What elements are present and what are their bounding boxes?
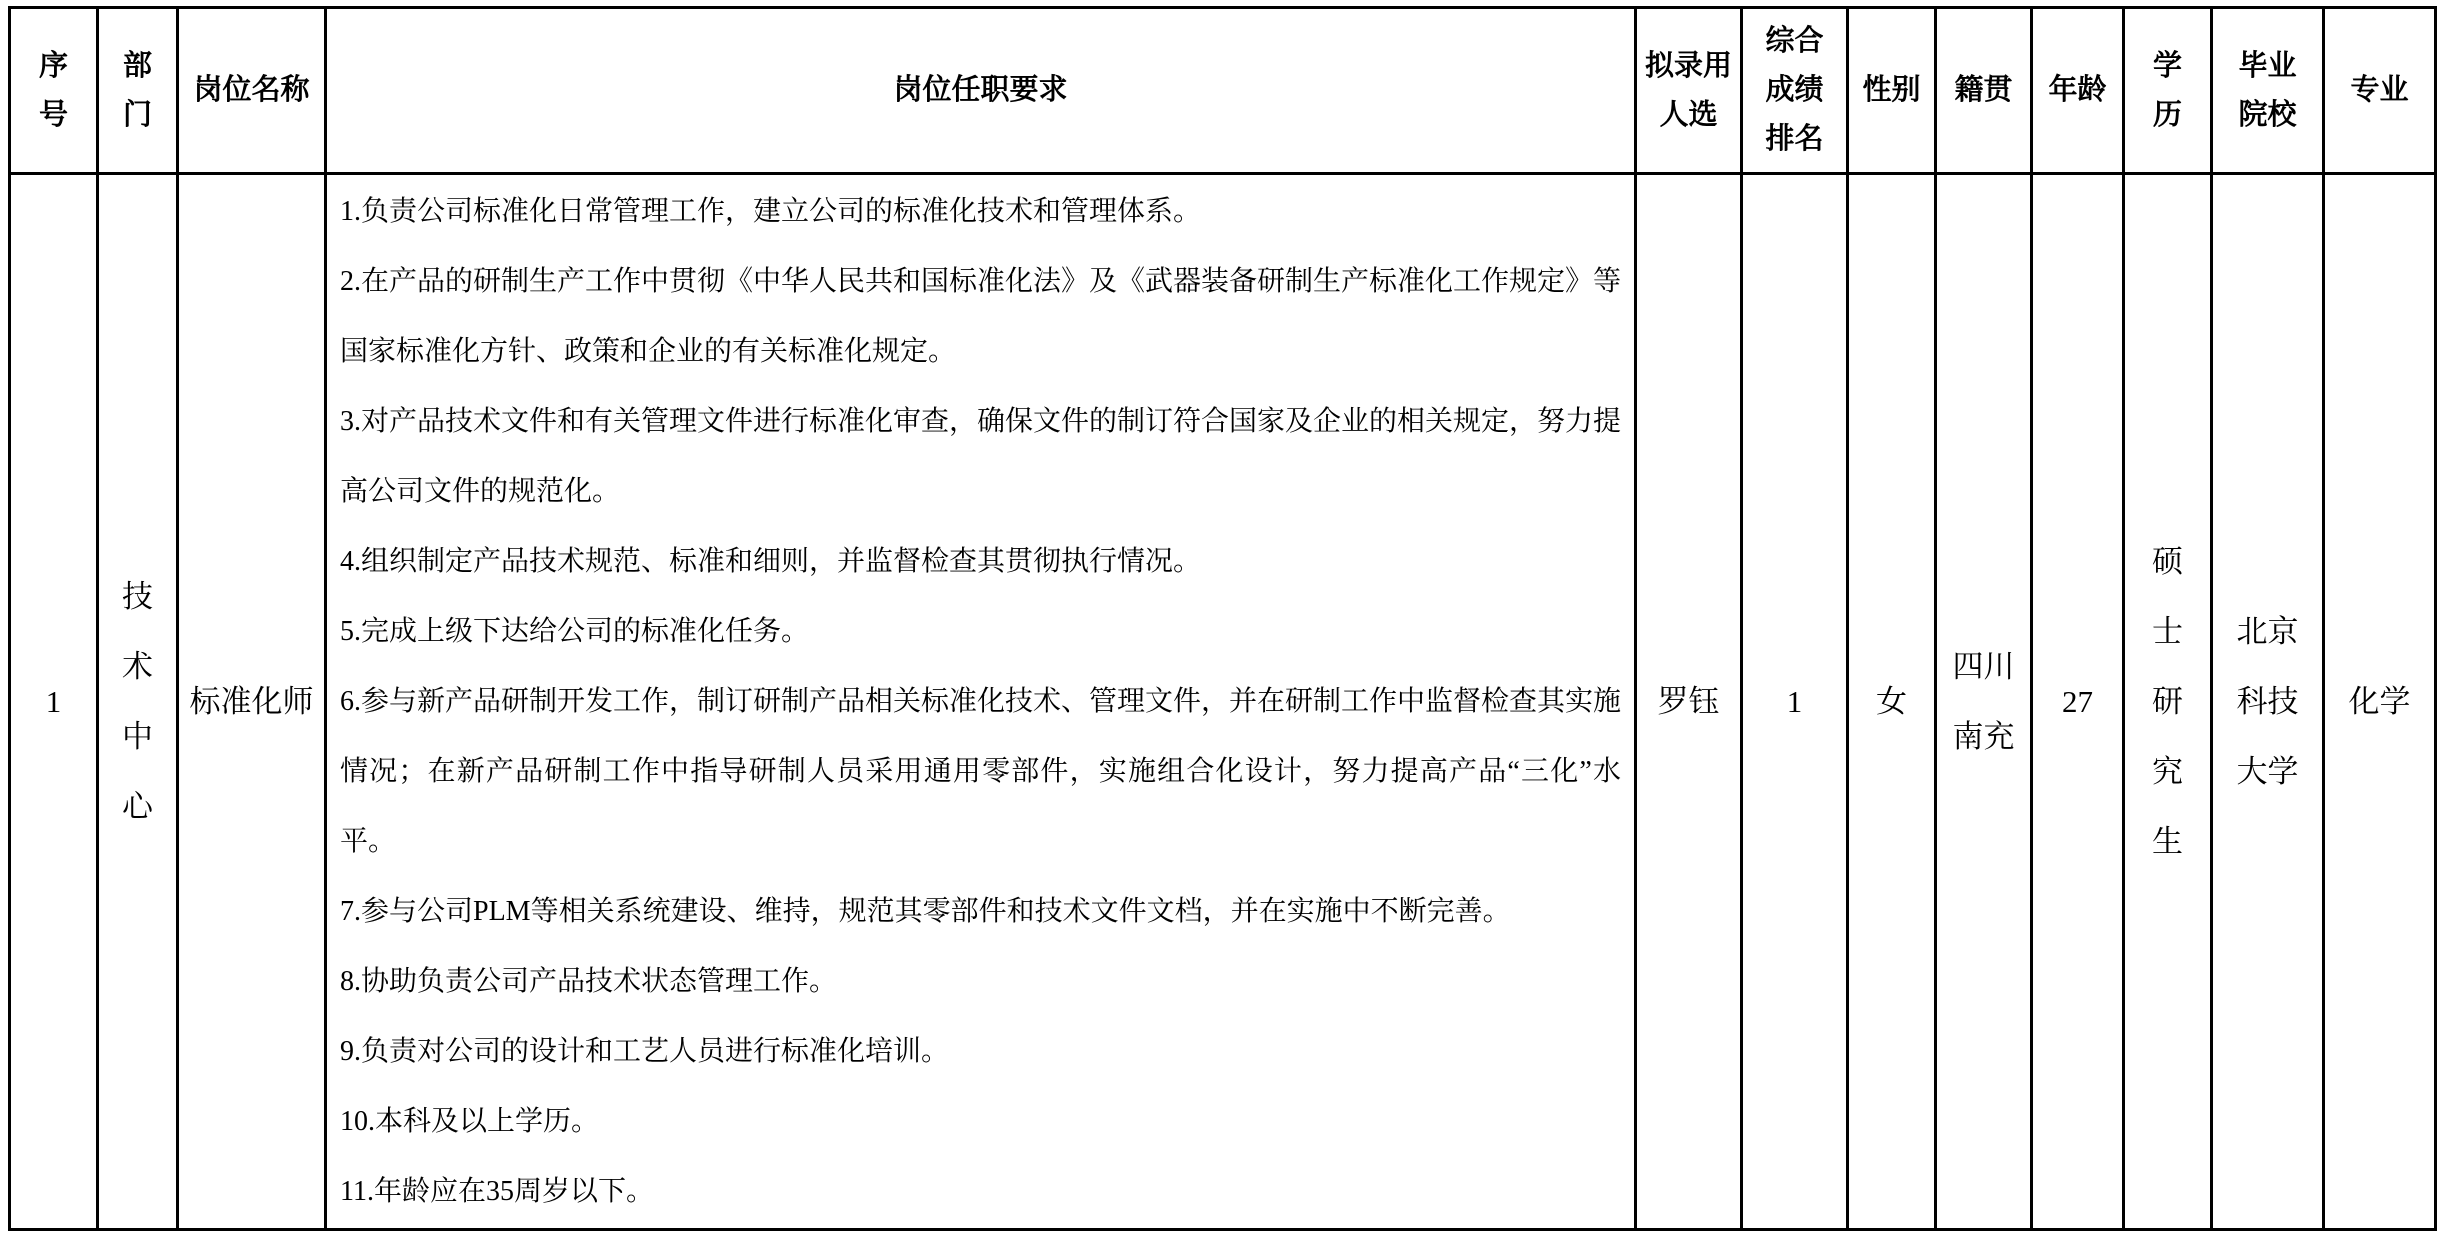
header-line: 岗位名称 [193, 74, 310, 106]
header-line: 门 [122, 98, 152, 131]
header-line: 成绩 [1765, 74, 1824, 106]
col-header-requirements [326, 8, 1636, 174]
native-place-line: 四川 [1952, 648, 2015, 684]
native-place-line: 南充 [1952, 718, 2015, 754]
requirement-item: 7.参与公司PLM等相关系统建设、维持，规范其零部件和技术文件文档，并在实施中不断完善。 [340, 895, 1511, 927]
header-row [10, 8, 2436, 174]
col-header-serial [10, 8, 98, 174]
header-line: 部 [122, 49, 152, 82]
age-value: 27 [2062, 683, 2093, 719]
header-line: 人选 [1659, 98, 1718, 131]
rank-value: 1 [1786, 683, 1803, 719]
requirement-item: 2.在产品的研制生产工作中贯彻《中华人民共和国标准化法》及《武器装备研制生产标准化工作规定》等国家标准化方针、政策和企业的有关标准化规定。 [340, 265, 1622, 367]
department-char: 术 [122, 648, 153, 684]
col-header-gender [1848, 8, 1936, 174]
cell-education [2124, 174, 2212, 1230]
education-char: 士 [2152, 613, 2183, 649]
cell-position [178, 174, 326, 1230]
requirement-item: 4.组织制定产品技术规范、标准和细则，并监督检查其贯彻执行情况。 [340, 545, 1202, 577]
header-line: 号 [38, 98, 68, 131]
school-line: 北京 [2236, 613, 2299, 649]
requirement-item: 8.协助负责公司产品技术状态管理工作。 [340, 965, 838, 997]
cell-rank [1742, 174, 1848, 1230]
major-value: 化学 [2348, 683, 2411, 719]
cell-serial [10, 174, 98, 1230]
serial-value: 1 [45, 683, 62, 719]
school-line: 科技 [2236, 683, 2299, 719]
department-char: 技 [122, 578, 153, 614]
requirement-item: 1.负责公司标准化日常管理工作，建立公司的标准化技术和管理体系。 [340, 195, 1202, 227]
cell-department [98, 174, 178, 1230]
col-header-age [2032, 8, 2124, 174]
education-char: 硕 [2152, 543, 2183, 579]
cell-major [2324, 174, 2436, 1230]
col-header-position [178, 8, 326, 174]
school-line: 大学 [2236, 753, 2299, 789]
education-char: 究 [2152, 753, 2183, 789]
header-line: 拟录用 [1644, 49, 1732, 82]
col-header-school [2212, 8, 2324, 174]
col-header-education [2124, 8, 2212, 174]
requirement-item: 5.完成上级下达给公司的标准化任务。 [340, 615, 810, 647]
header-line: 专业 [2350, 74, 2409, 106]
requirement-item: 11.年龄应在35周岁以下。 [340, 1175, 654, 1207]
header-line: 籍贯 [1954, 74, 2013, 106]
department-char: 心 [122, 788, 153, 824]
recruitment-table [8, 6, 2437, 1231]
requirement-item: 6.参与新产品研制开发工作，制订研制产品相关标准化技术、管理文件，并在研制工作中监督检查其实施情况；在新产品研制工作中指导研制人员采用通用零部件，实施组合化设计，努力提高产品“三化”水平。 [340, 685, 1622, 857]
cell-native-place [1936, 174, 2032, 1230]
header-line: 综合 [1765, 25, 1824, 57]
cell-age [2032, 174, 2124, 1230]
candidate-name: 罗钰 [1657, 683, 1720, 719]
requirement-item: 9.负责对公司的设计和工艺人员进行标准化培训。 [340, 1035, 950, 1067]
header-line: 毕业 [2238, 49, 2297, 82]
cell-school [2212, 174, 2324, 1230]
document-page [8, 6, 2437, 1231]
col-header-major [2324, 8, 2436, 174]
header-line: 岗位任职要求 [893, 74, 1068, 106]
cell-requirements [326, 174, 1636, 1230]
requirement-item: 3.对产品技术文件和有关管理文件进行标准化审查，确保文件的制订符合国家及企业的相关规定，努力提高公司文件的规范化。 [340, 405, 1622, 507]
col-header-department [98, 8, 178, 174]
gender-value: 女 [1876, 683, 1907, 719]
header-line: 院校 [2238, 98, 2297, 131]
header-line: 排名 [1765, 123, 1824, 155]
header-line: 序 [38, 49, 68, 82]
header-line: 年龄 [2048, 74, 2107, 106]
header-line: 学 [2152, 49, 2182, 82]
cell-gender [1848, 174, 1936, 1230]
department-char: 中 [122, 718, 153, 754]
col-header-candidate [1636, 8, 1742, 174]
col-header-rank [1742, 8, 1848, 174]
position-value: 标准化师 [189, 683, 314, 719]
data-row [10, 174, 2436, 1230]
education-char: 生 [2152, 823, 2183, 859]
education-char: 研 [2152, 683, 2183, 719]
requirement-item: 10.本科及以上学历。 [340, 1105, 600, 1137]
col-header-native-place [1936, 8, 2032, 174]
header-line: 历 [2152, 98, 2182, 131]
header-line: 性别 [1862, 74, 1921, 106]
cell-candidate [1636, 174, 1742, 1230]
